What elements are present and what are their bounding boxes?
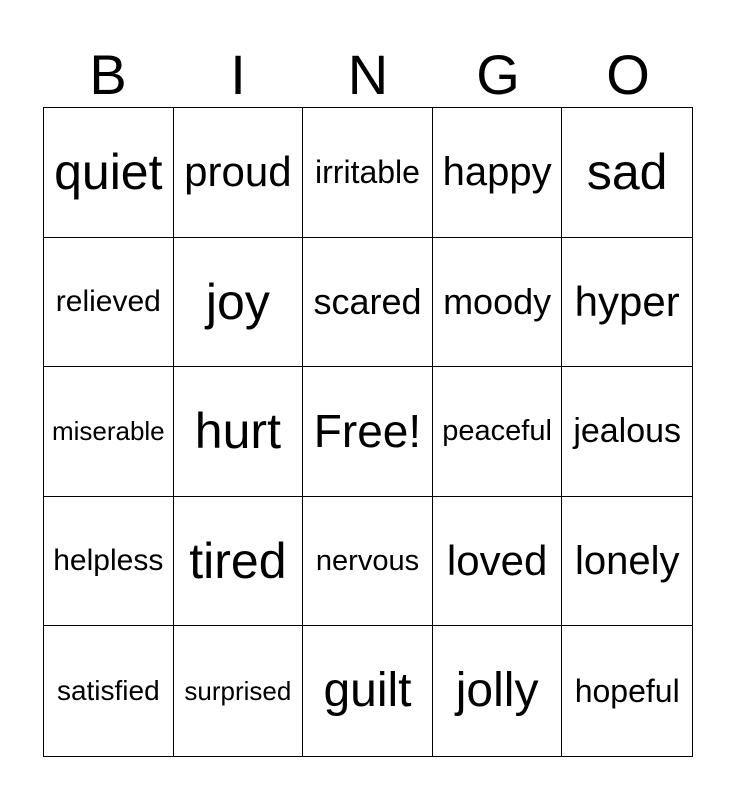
cell-word: tired — [189, 533, 287, 590]
free-space[interactable] — [303, 367, 433, 497]
bingo-cell[interactable] — [433, 108, 563, 238]
cell-word: happy — [442, 150, 552, 195]
bingo-cell[interactable] — [303, 108, 433, 238]
cell-word: jealous — [573, 412, 682, 451]
cell-word: scared — [313, 280, 422, 322]
cell-word: surprised — [184, 676, 292, 707]
bingo-cell[interactable] — [433, 367, 563, 497]
bingo-cell[interactable] — [562, 367, 692, 497]
bingo-cell[interactable] — [303, 626, 433, 756]
cell-word: proud — [184, 148, 292, 196]
cell-word: loved — [446, 537, 548, 585]
header-letter-o: O — [606, 43, 650, 106]
bingo-cell[interactable] — [562, 238, 692, 368]
cell-word: helpless — [53, 544, 164, 578]
cell-word: sad — [586, 144, 668, 201]
cell-word: joy — [205, 273, 270, 330]
header-letter-g: G — [476, 43, 520, 106]
cell-word: nervous — [315, 544, 420, 577]
cell-word: hopeful — [574, 673, 680, 710]
cell-word: jolly — [455, 664, 539, 718]
cell-word: quiet — [54, 144, 163, 201]
cell-word: miserable — [51, 416, 165, 447]
cell-word: guilt — [323, 664, 412, 718]
bingo-cell[interactable] — [303, 497, 433, 627]
bingo-cell[interactable] — [303, 238, 433, 368]
header-letter-b: B — [89, 43, 127, 106]
bingo-cell[interactable] — [562, 108, 692, 238]
cell-word: satisfied — [56, 675, 160, 707]
bingo-cell[interactable] — [174, 238, 304, 368]
cell-word: hurt — [194, 403, 281, 460]
bingo-cell[interactable] — [44, 108, 174, 238]
bingo-cell[interactable] — [44, 626, 174, 756]
bingo-cell[interactable] — [44, 497, 174, 627]
cell-word: irritable — [315, 154, 420, 191]
cell-word: lonely — [574, 539, 680, 584]
bingo-cell[interactable] — [562, 497, 692, 627]
bingo-cell[interactable] — [174, 108, 304, 238]
cell-word: Free! — [313, 405, 422, 458]
header-letter-n: N — [347, 43, 389, 106]
cell-word: relieved — [55, 284, 161, 318]
cell-word: peaceful — [442, 414, 552, 447]
bingo-cell[interactable] — [433, 626, 563, 756]
bingo-cell[interactable] — [44, 367, 174, 497]
bingo-cell[interactable] — [433, 238, 563, 368]
bingo-cell[interactable] — [44, 238, 174, 368]
bingo-cell[interactable] — [174, 367, 304, 497]
bingo-header — [43, 42, 693, 108]
bingo-board — [43, 107, 693, 757]
cell-word: hyper — [574, 277, 680, 325]
bingo-cell[interactable] — [174, 497, 304, 627]
bingo-cell[interactable] — [174, 626, 304, 756]
cell-word: moody — [443, 280, 552, 322]
bingo-cell[interactable] — [562, 626, 692, 756]
header-letter-i: I — [230, 43, 246, 106]
bingo-cell[interactable] — [433, 497, 563, 627]
